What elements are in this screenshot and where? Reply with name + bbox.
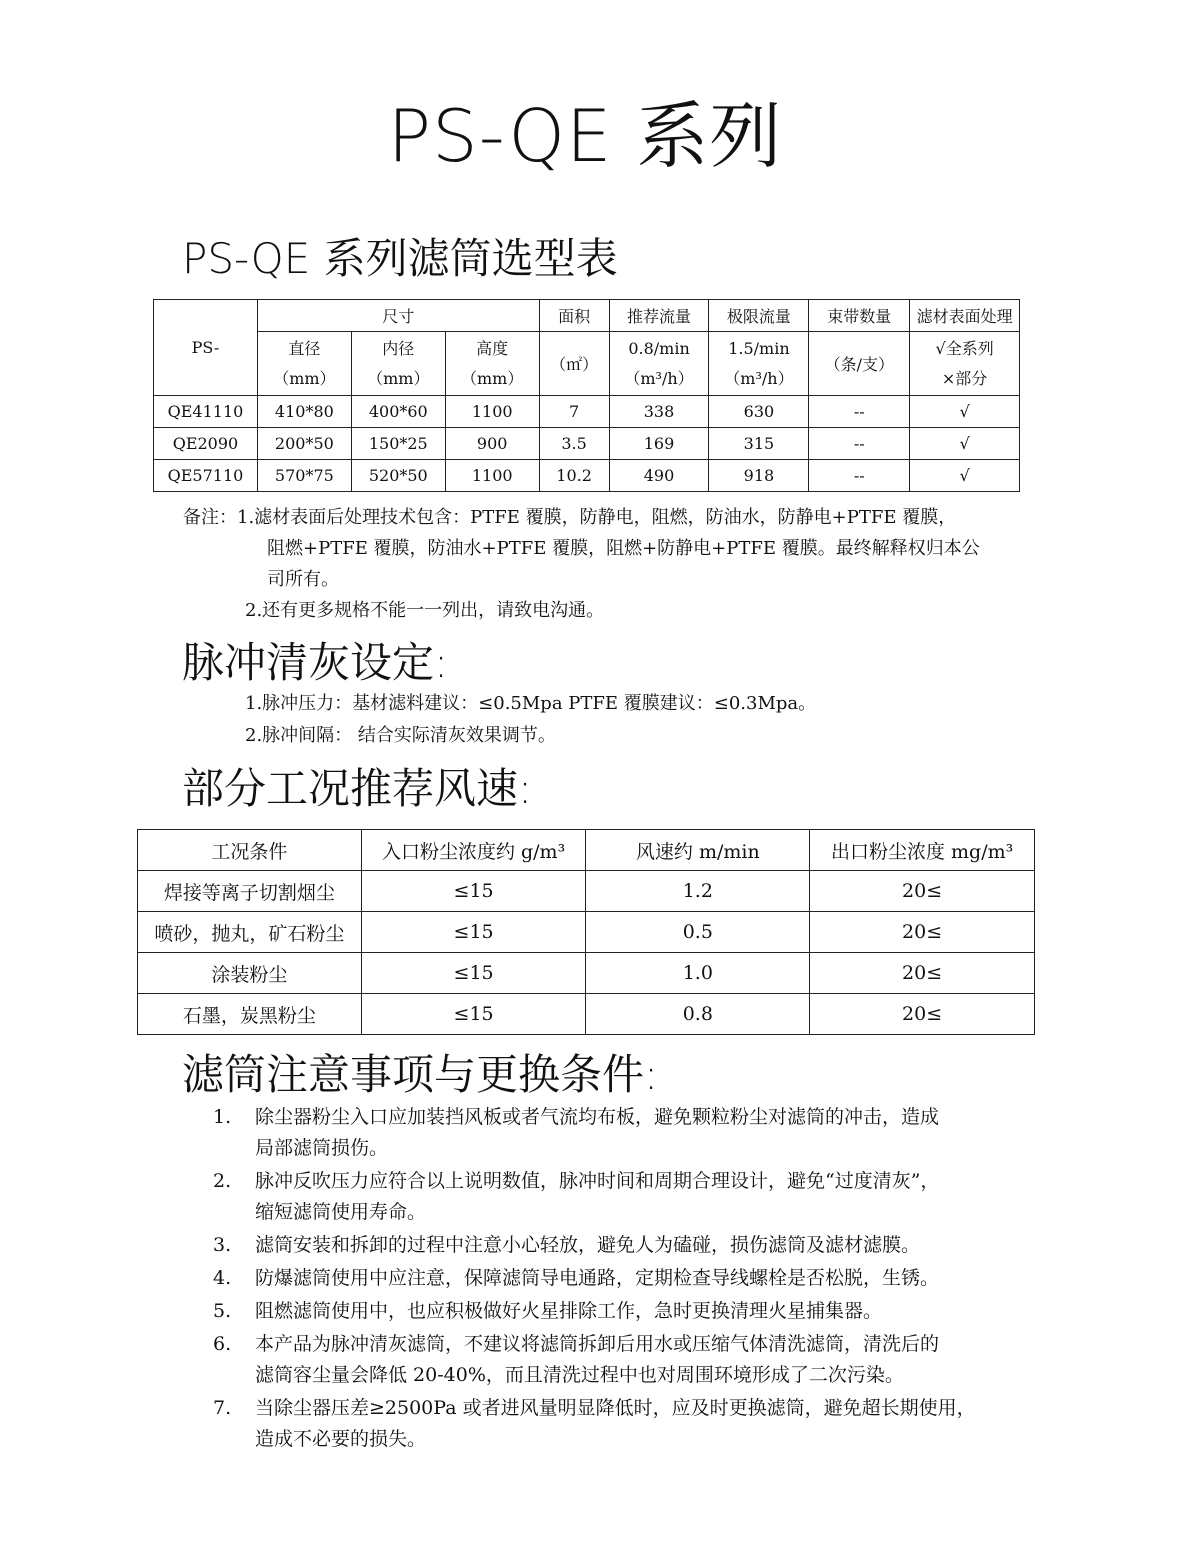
outlet-cell: 20≤ [810, 953, 1035, 994]
selection-table-heading: PS-QE 系列滤筒选型表 [182, 234, 618, 283]
area-cell: 10.2 [539, 460, 609, 492]
inlet-cell: ≤15 [361, 912, 586, 953]
selection-table [153, 299, 1020, 492]
area-header: 面积 [539, 300, 609, 332]
item-number: 4. [213, 1267, 232, 1289]
size-group-header: 尺寸 [257, 300, 539, 332]
item-number: 6. [213, 1333, 232, 1355]
height-header: 高度 （mm） [445, 332, 539, 396]
rec-flow-cell: 169 [609, 428, 709, 460]
table-row [154, 460, 1020, 492]
rec-flow-unit: 0.8/min （m³/h） [609, 332, 709, 396]
item-text: 当除尘器压差≥2500Pa 或者进风量明显降低时，应及时更换滤筒，避免超长期使用， [255, 1397, 976, 1419]
condition-cell: 喷砂，抛丸，矿石粉尘 [138, 912, 362, 953]
list-item [213, 1102, 1033, 1164]
model-prefix-cell: PS- [154, 300, 258, 396]
surface-cell: √ [910, 460, 1020, 492]
surface-cell: √ [910, 428, 1020, 460]
band-cell: -- [809, 396, 910, 428]
surface-cell: √ [910, 396, 1020, 428]
rec-flow-cell: 490 [609, 460, 709, 492]
height-cell: 1100 [445, 460, 539, 492]
outer-diameter-header: 直径 （mm） [257, 332, 351, 396]
model-cell: QE41110 [154, 396, 258, 428]
max-flow-header: 极限流量 [709, 300, 809, 332]
precautions-heading: 滤筒注意事项与更换条件: [182, 1050, 659, 1099]
max-flow-cell: 918 [709, 460, 809, 492]
item-text: 防爆滤筒使用中应注意，保障滤筒导电通路，定期检查导线螺栓是否松脱，生锈。 [255, 1267, 940, 1289]
speed-cell: 0.5 [586, 912, 810, 953]
list-item [213, 1393, 1033, 1455]
inlet-concentration-header: 入口粉尘浓度约 g/m³ [361, 830, 586, 871]
item-number: 1. [213, 1106, 232, 1128]
note-2: 2.还有更多规格不能一一列出，请致电沟通。 [245, 600, 605, 621]
pulse-interval: 2.脉冲间隔： 结合实际清灰效果调节。 [245, 725, 556, 746]
item-number: 5. [213, 1300, 232, 1322]
rec-flow-header: 推荐流量 [609, 300, 709, 332]
inlet-cell: ≤15 [361, 994, 586, 1035]
list-item [213, 1166, 1033, 1228]
band-header: 束带数量 [809, 300, 910, 332]
item-text: 阻燃滤筒使用中，也应积极做好火星排除工作，急时更换清理火星捕集器。 [255, 1300, 883, 1322]
pulse-settings [245, 688, 816, 752]
inner-cell: 400*60 [351, 396, 445, 428]
note-1: 1.滤材表面后处理技术包含：PTFE 覆膜，防静电，阻燃，防油水，防静电+PTFE 覆膜， [237, 507, 957, 528]
inlet-cell: ≤15 [361, 871, 586, 912]
band-cell: -- [809, 428, 910, 460]
table-row [138, 994, 1035, 1035]
outlet-cell: 20≤ [810, 912, 1035, 953]
item-number: 2. [213, 1170, 232, 1192]
surface-header: 滤材表面处理 [910, 300, 1020, 332]
speed-cell: 1.2 [586, 871, 810, 912]
height-cell: 900 [445, 428, 539, 460]
wind-speed-heading: 部分工况推荐风速: [182, 764, 533, 813]
notes-label: 备注： [183, 507, 237, 528]
wind-speed-header: 风速约 m/min [586, 830, 810, 871]
surface-legend: √全系列 ×部分 [910, 332, 1020, 396]
area-cell: 7 [539, 396, 609, 428]
page-title: PS-QE 系列 [387, 94, 783, 178]
max-flow-cell: 630 [709, 396, 809, 428]
condition-cell: 石墨，炭黑粉尘 [138, 994, 362, 1035]
table-row [138, 953, 1035, 994]
item-text: 造成不必要的损失。 [255, 1428, 427, 1450]
outlet-cell: 20≤ [810, 994, 1035, 1035]
height-cell: 1100 [445, 396, 539, 428]
inlet-cell: ≤15 [361, 953, 586, 994]
pulse-heading: 脉冲清灰设定: [182, 638, 449, 687]
wind-speed-table [137, 829, 1035, 1035]
rec-flow-cell: 338 [609, 396, 709, 428]
item-text: 缩短滤筒使用寿命。 [255, 1201, 427, 1223]
list-item [213, 1230, 1033, 1261]
item-text: 脉冲反吹压力应符合以上说明数值，脉冲时间和周期合理设计，避免“过度清灰”， [255, 1170, 940, 1192]
band-unit: （条/支） [809, 332, 910, 396]
outer-cell: 200*50 [257, 428, 351, 460]
inner-cell: 520*50 [351, 460, 445, 492]
outlet-cell: 20≤ [810, 871, 1035, 912]
area-cell: 3.5 [539, 428, 609, 460]
condition-cell: 涂装粉尘 [138, 953, 362, 994]
item-text: 本产品为脉冲清灰滤筒，不建议将滤筒拆卸后用水或压缩气体清洗滤筒，清洗后的 [255, 1333, 940, 1355]
table-row [138, 912, 1035, 953]
inner-cell: 150*25 [351, 428, 445, 460]
table-row [154, 396, 1020, 428]
model-cell: QE2090 [154, 428, 258, 460]
outer-cell: 570*75 [257, 460, 351, 492]
band-cell: -- [809, 460, 910, 492]
item-number: 7. [213, 1397, 232, 1419]
pulse-pressure: 1.脉冲压力：基材滤料建议：≤0.5Mpa PTFE 覆膜建议：≤0.3Mpa。 [245, 693, 817, 714]
inner-diameter-header: 内径 （mm） [351, 332, 445, 396]
table-notes [183, 502, 980, 626]
precautions-list [213, 1102, 1033, 1457]
speed-cell: 0.8 [586, 994, 810, 1035]
item-number: 3. [213, 1234, 232, 1256]
speed-cell: 1.0 [586, 953, 810, 994]
list-item [213, 1296, 1033, 1327]
note-1-cont: 阻燃+PTFE 覆膜，防油水+PTFE 覆膜，阻燃+防静电+PTFE 覆膜。最终解释权归本公 [267, 538, 980, 559]
area-unit: （㎡） [539, 332, 609, 396]
table-row [138, 871, 1035, 912]
outlet-concentration-header: 出口粉尘浓度 mg/m³ [810, 830, 1035, 871]
list-item [213, 1263, 1033, 1294]
outer-cell: 410*80 [257, 396, 351, 428]
item-text: 局部滤筒损伤。 [255, 1137, 389, 1159]
note-1-cont: 司所有。 [267, 569, 339, 590]
condition-header: 工况条件 [138, 830, 362, 871]
model-cell: QE57110 [154, 460, 258, 492]
item-text: 除尘器粉尘入口应加装挡风板或者气流均布板，避免颗粒粉尘对滤筒的冲击，造成 [255, 1106, 940, 1128]
table-row [154, 428, 1020, 460]
item-text: 滤筒容尘量会降低 20-40%，而且清洗过程中也对周围环境形成了二次污染。 [255, 1364, 904, 1386]
max-flow-cell: 315 [709, 428, 809, 460]
condition-cell: 焊接等离子切割烟尘 [138, 871, 362, 912]
list-item [213, 1329, 1033, 1391]
item-text: 滤筒安装和拆卸的过程中注意小心轻放，避免人为磕碰，损伤滤筒及滤材滤膜。 [255, 1234, 921, 1256]
max-flow-unit: 1.5/min （m³/h） [709, 332, 809, 396]
